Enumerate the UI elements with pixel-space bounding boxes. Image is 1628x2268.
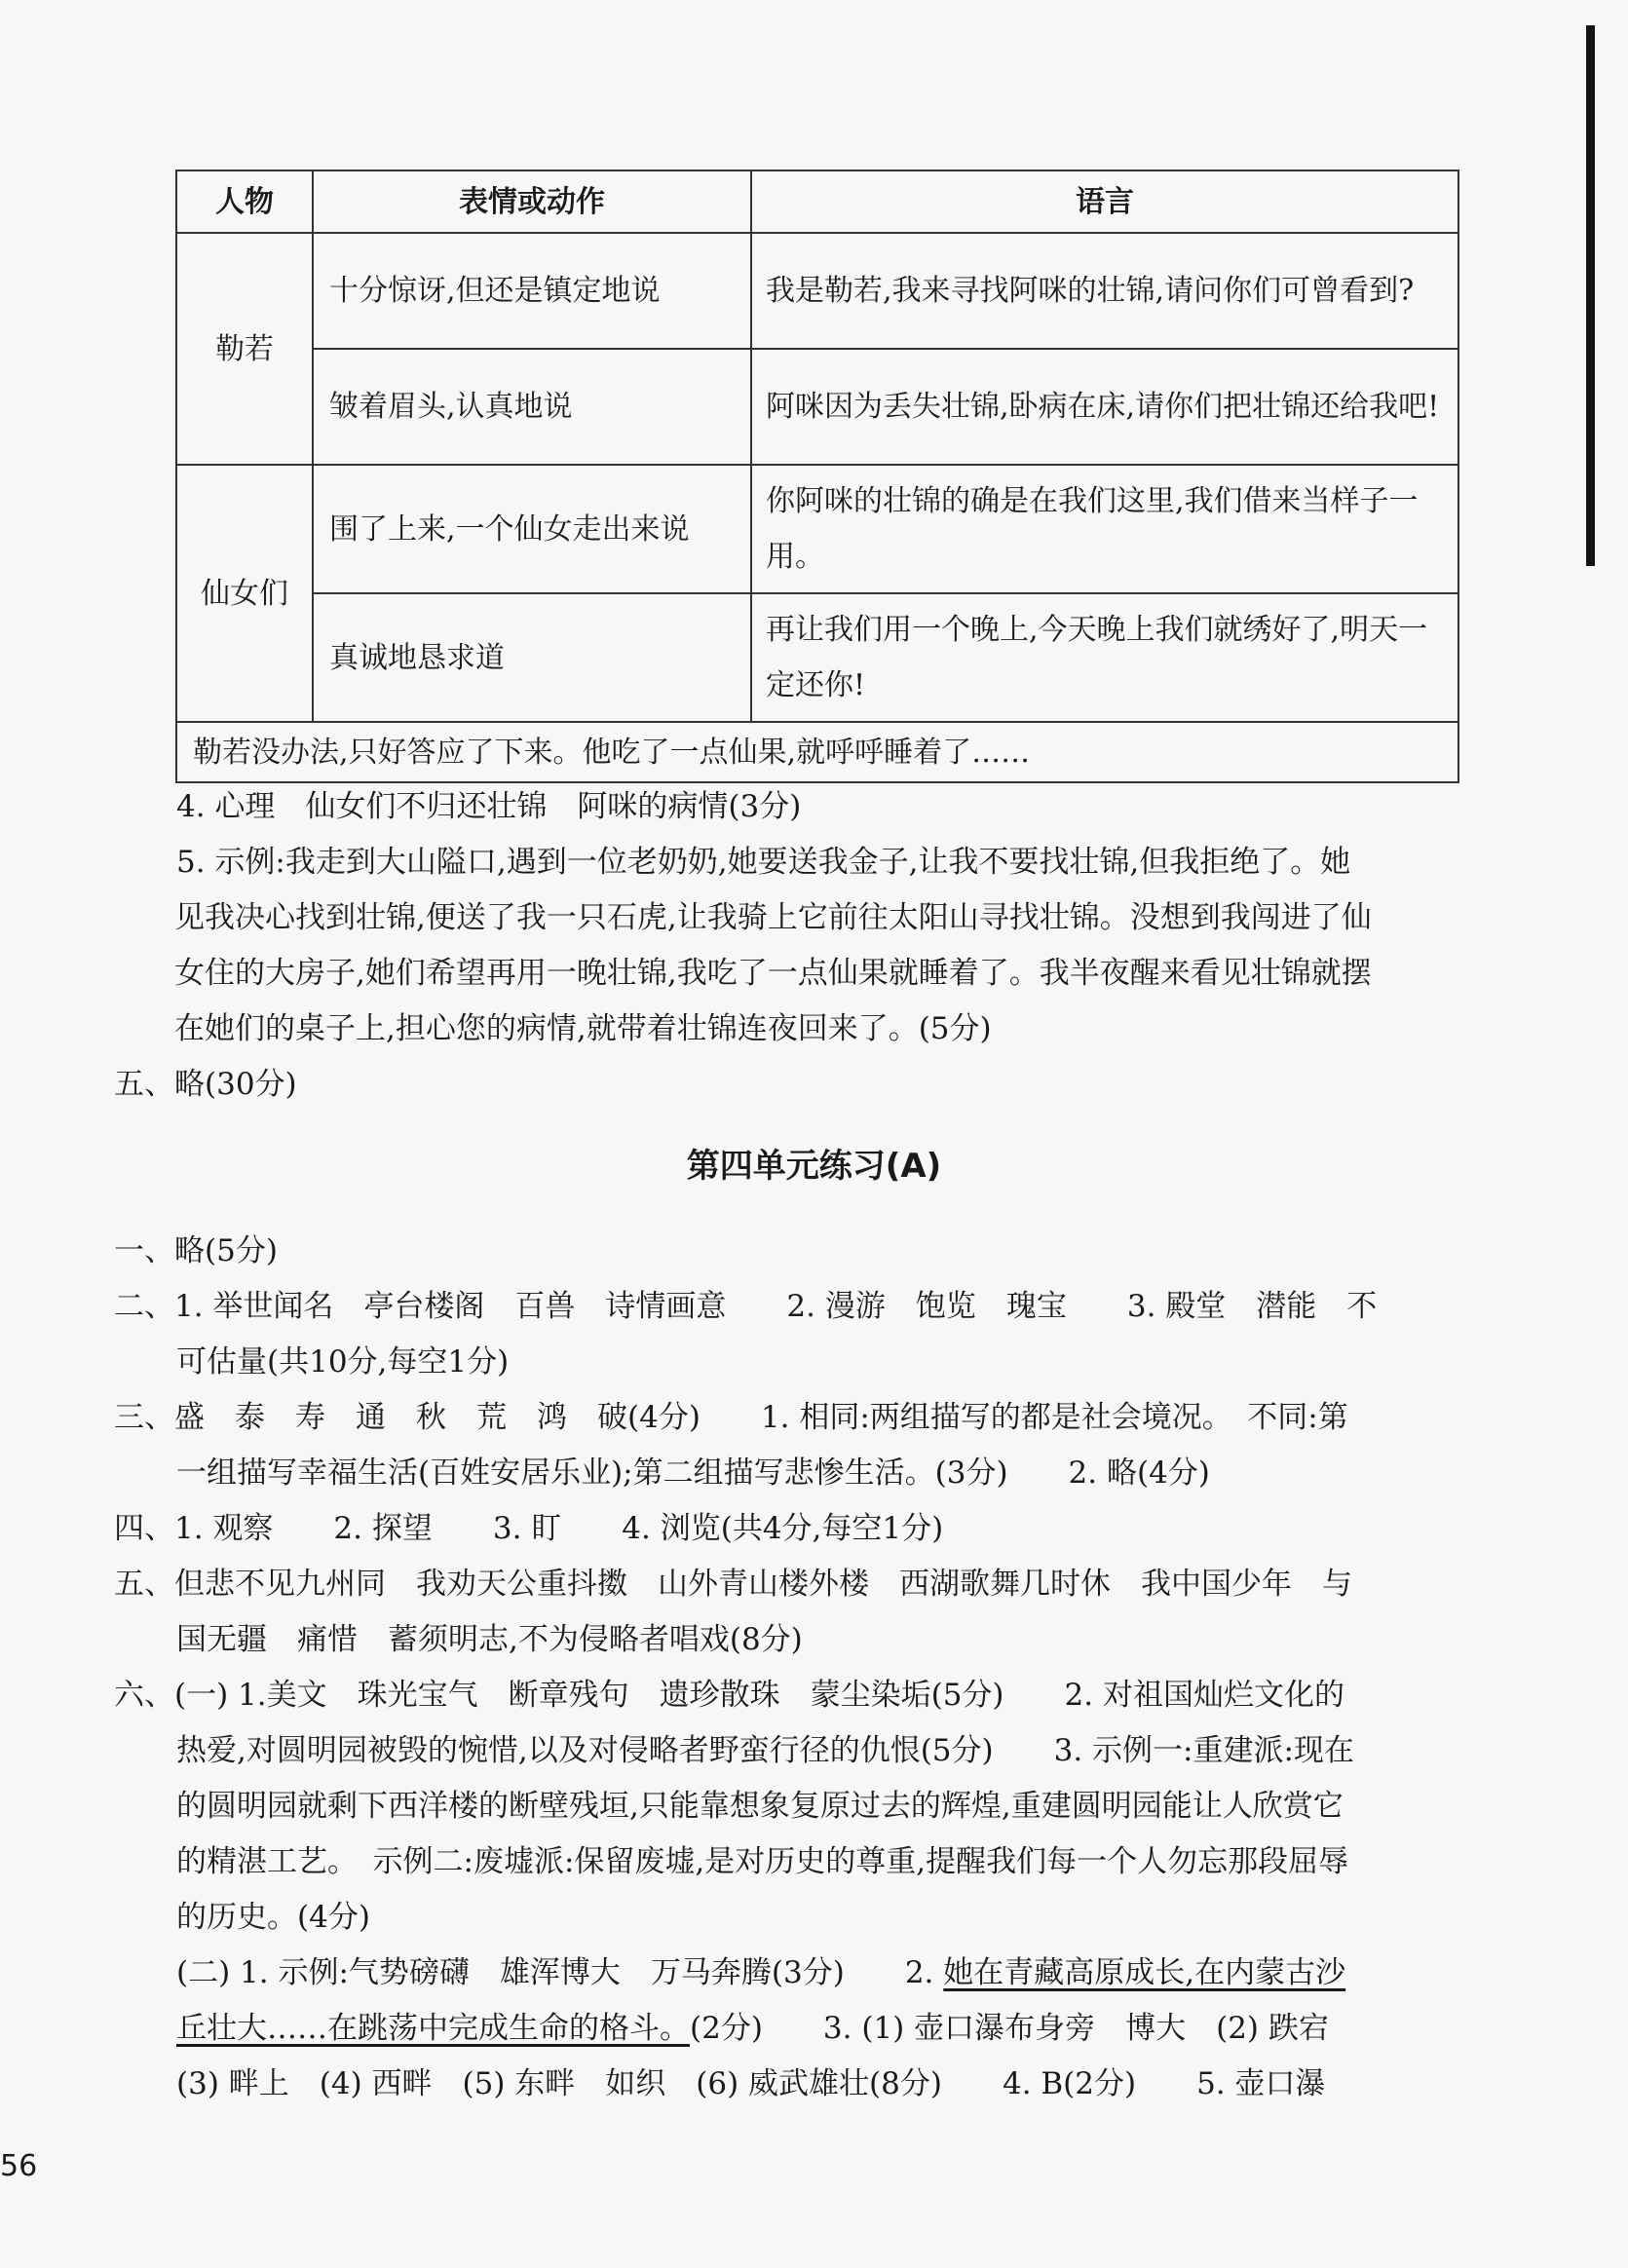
- answer-line: [114, 1946, 1478, 2001]
- answer-line: 在她们的桌子上,担心您的病情,就带着壮锦连夜回来了。(5分): [174, 1011, 992, 1046]
- header-character: 人物: [176, 170, 313, 233]
- answer-text: (二) 1. 示例:气势磅礴 雄浑博大 万马奔腾(3分) 2.: [176, 1955, 944, 1990]
- table-row: [176, 349, 1458, 465]
- table-row: [176, 593, 1458, 722]
- header-action: 表情或动作: [313, 170, 751, 233]
- underlined-answer: 丘壮大……在跳荡中完成生命的格斗。: [176, 2011, 690, 2046]
- table-footer-note: 勒若没办法,只好答应了下来。他吃了一点仙果,就呼呼睡着了……: [176, 722, 1458, 782]
- answer-line: 四、1. 观察 2. 探望 3. 盯 4. 浏览(共4分,每空1分): [114, 1511, 944, 1546]
- speech-cell: 你阿咪的壮锦的确是在我们这里,我们借来当样子一用。: [751, 465, 1458, 593]
- answer-line: 的圆明园就剩下西洋楼的断壁残垣,只能靠想象复原过去的辉煌,重建圆明园能让人欣赏它: [176, 1789, 1344, 1824]
- table-footer-row: [176, 722, 1458, 782]
- answer-line: 4. 心理 仙女们不归还壮锦 阿咪的病情(3分): [176, 789, 802, 824]
- speech-cell: 我是勒若,我来寻找阿咪的壮锦,请问你们可曾看到?: [751, 233, 1458, 349]
- answer-line: 五、但悲不见九州同 我劝天公重抖擞 山外青山楼外楼 西湖歌舞几时休 我中国少年 与: [114, 1567, 1352, 1602]
- character-table: [175, 170, 1459, 783]
- table-row: [176, 465, 1458, 593]
- answer-line: (3) 畔上 (4) 西畔 (5) 东畔 如织 (6) 威武雄壮(8分) 4. B(2分) 5. 壶口瀑: [176, 2066, 1326, 2101]
- answer-line: [114, 2001, 1478, 2057]
- answer-line: 三、盛 泰 寿 通 秋 荒 鸿 破(4分) 1. 相同:两组描写的都是社会境况。 不同:第: [114, 1400, 1348, 1435]
- answer-line: 国无疆 痛惜 蓄须明志,不为侵略者唱戏(8分): [176, 1622, 803, 1657]
- answer-line: 的历史。(4分): [176, 1900, 370, 1935]
- speech-cell: 阿咪因为丢失壮锦,卧病在床,请你们把壮锦还给我吧!: [751, 349, 1458, 465]
- answer-line: 女住的大房子,她们希望再用一晚壮锦,我吃了一点仙果就睡着了。我半夜醒来看见壮锦就摆: [174, 956, 1372, 991]
- page-edge-line: [1586, 25, 1595, 566]
- answer-block-1: [114, 779, 1478, 1113]
- answer-line: 二、1. 举世闻名 亭台楼阁 百兽 诗情画意 2. 漫游 饱览 瑰宝 3. 殿堂 潜能 不: [114, 1289, 1378, 1324]
- answer-line: 一、略(5分): [114, 1233, 278, 1268]
- answer-line: 热爱,对圆明园被毁的惋惜,以及对侵略者野蛮行径的仇恨(5分) 3. 示例一:重建派:现在: [176, 1733, 1354, 1768]
- unit-title: 第四单元练习(A): [686, 1147, 942, 1186]
- answer-line: 见我决心找到壮锦,便送了我一只石虎,让我骑上它前往太阳山寻找壮锦。没想到我闯进了仙: [174, 900, 1372, 935]
- answer-line: 五、略(30分): [114, 1067, 297, 1102]
- answer-line: 可估量(共10分,每空1分): [176, 1344, 510, 1380]
- action-cell: 围了上来,一个仙女走出来说: [313, 465, 751, 593]
- answer-line: 六、(一) 1.美文 珠光宝气 断章残句 遗珍散珠 蒙尘染垢(5分) 2. 对祖国灿烂文化的: [114, 1678, 1344, 1713]
- answer-line: 的精湛工艺。 示例二:废墟派:保留废墟,是对历史的尊重,提醒我们每一个人勿忘那段屈辱: [176, 1844, 1349, 1879]
- answer-text: (2分) 3. (1) 壶口瀑布身旁 博大 (2) 跌宕: [690, 2011, 1329, 2046]
- table-header-row: [176, 170, 1458, 233]
- underlined-answer: 她在青藏高原成长,在内蒙古沙: [943, 1955, 1346, 1990]
- action-cell: 皱着眉头,认真地说: [313, 349, 751, 465]
- action-cell: 真诚地恳求道: [313, 593, 751, 722]
- character-cell: 仙女们: [176, 465, 313, 722]
- answer-block-2: [114, 1224, 1478, 2112]
- header-speech: 语言: [751, 170, 1458, 233]
- speech-cell: 再让我们用一个晚上,今天晚上我们就绣好了,明天一定还你!: [751, 593, 1458, 722]
- character-cell: 勒若: [176, 233, 313, 465]
- page-number: 56: [0, 2149, 38, 2183]
- answer-line: 一组描写幸福生活(百姓安居乐业);第二组描写悲惨生活。(3分) 2. 略(4分): [176, 1455, 1210, 1491]
- table-row: [176, 233, 1458, 349]
- answer-line: 5. 示例:我走到大山隘口,遇到一位老奶奶,她要送我金子,让我不要找壮锦,但我拒绝了。她: [176, 845, 1351, 880]
- action-cell: 十分惊讶,但还是镇定地说: [313, 233, 751, 349]
